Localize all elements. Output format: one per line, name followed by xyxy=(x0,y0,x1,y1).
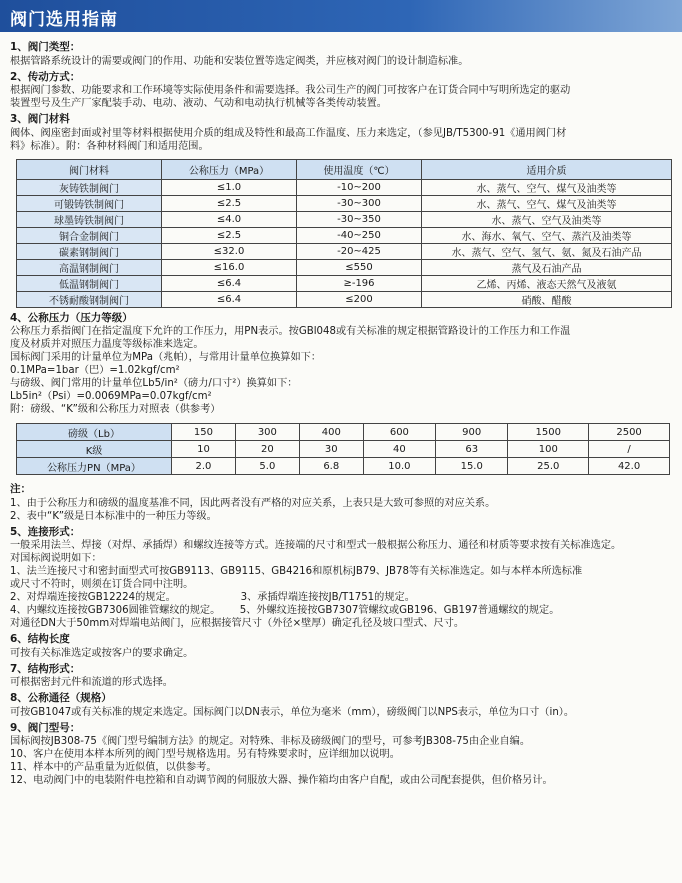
section-4-title: 4、公称压力（压力等级） xyxy=(10,311,133,324)
table-cell: 150 xyxy=(172,424,236,441)
header-cell: 使用温度（℃） xyxy=(297,159,422,179)
table-cell: -30~350 xyxy=(297,211,422,227)
section-3-title: 3、阀门材料 xyxy=(10,113,70,125)
table-cell: 15.0 xyxy=(436,458,508,475)
table-cell: 10 xyxy=(172,441,236,458)
table-cell: -40~250 xyxy=(297,227,422,243)
table-cell: / xyxy=(589,441,670,458)
table-cell: 高温钢制阀门 xyxy=(17,259,162,275)
section-9-line: 国标阀按JB308-75《阀门型号编制方法》的规定。对特殊、非标及磅级阀门的型号，可参考JB308-75由企业自编。 xyxy=(10,736,531,747)
table-row xyxy=(17,195,672,211)
table-cell: 碳素钢制阀门 xyxy=(17,243,162,259)
table-cell: 低温钢制阀门 xyxy=(17,275,162,291)
table-row xyxy=(17,291,672,307)
section-2-line: 装置型号及生产厂家配装手动、电动、液动、气动和电动执行机械等各类传动装置。 xyxy=(10,98,387,109)
section-9-line: 12、电动阀门中的电装附件电控箱和自动调节阀的伺服放大器、操作箱均由客户自配，或由公司配套提供，但价格另计。 xyxy=(10,775,553,786)
section-9-line: 10、客户在使用本样本所列的阀门型号规格选用。另有特殊要求时，应详细加以说明。 xyxy=(10,749,400,760)
table-row xyxy=(17,227,672,243)
table-cell: 水、蒸气、空气、煤气及油类等 xyxy=(422,195,672,211)
page-title: 阀门选用指南 xyxy=(10,10,118,30)
section-4-line: 0.1MPa=1bar（巴）=1.02kgf/cm² xyxy=(10,365,180,376)
section-9-line: 11、样本中的产品重量为近似值，以供参考。 xyxy=(10,762,217,773)
section-5-line: 1、法兰连接尺寸和密封面型式可按GB9113、GB9115、GB4216和原机标JB79、JB78等有关标准选定。如与本样本所选标准 xyxy=(10,566,583,577)
section-4-line: Lb5in²（Psi）=0.0069MPa=0.07kgf/cm² xyxy=(10,391,212,402)
section-8-text: 可按GB1047或有关标准的规定来选定。国标阀门以DN表示，单位为毫米（mm），磅级阀门以NPS表示，单位为口寸（in）。 xyxy=(10,706,575,718)
table-cell: 2500 xyxy=(589,424,670,441)
table-cell: 20 xyxy=(235,441,299,458)
section-7-title: 7、结构形式： xyxy=(10,662,81,675)
document-body xyxy=(10,38,674,787)
section-3-line: 料》标准）。附：各种材料阀门和适用范围。 xyxy=(10,140,209,152)
table-cell: 水、蒸气、空气、氢气、氨、氮及石油产品 xyxy=(422,243,672,259)
table-cell: 6.8 xyxy=(299,458,363,475)
table-cell: 硝酸、醋酸 xyxy=(422,291,672,307)
table-cell: 不锈耐酸钢制阀门 xyxy=(17,291,162,307)
section-6-text: 可按有关标准选定或按客户的要求确定。 xyxy=(10,647,194,659)
section-5-line: 2、对焊端连接按GB12224的规定。 3、承插焊端连接按JB/T1751的规定。 xyxy=(10,592,415,603)
table-cell: 300 xyxy=(235,424,299,441)
table-cell: 2.0 xyxy=(172,458,236,475)
section-5-line: 一般采用法兰、焊接（对焊、承插焊）和螺纹连接等方式。连接端的尺寸和型式一般根据公称压力、通径和材质等要求按有关标准选定。 xyxy=(10,540,622,551)
table-cell: ≤4.0 xyxy=(162,211,297,227)
section-1-title: 1、阀门类型： xyxy=(10,41,81,53)
section-4-line: 与磅级、阀门常用的计量单位Lb5/in²（磅力/口寸²）换算如下： xyxy=(10,378,298,389)
table-row xyxy=(17,243,672,259)
section-4-line: 附：磅级、“K”级和公称压力对照表（供参考） xyxy=(10,404,221,415)
section-4-line: 度及材质并对照压力温度等级标准来选定。 xyxy=(10,339,204,350)
section-5-line: 对国标阀说明如下： xyxy=(10,553,102,564)
table-cell: 蒸气及石油产品 xyxy=(422,259,672,275)
table-cell: -30~300 xyxy=(297,195,422,211)
table-cell: 63 xyxy=(436,441,508,458)
table-cell: 10.0 xyxy=(363,458,435,475)
table-cell: ≤2.5 xyxy=(162,195,297,211)
table-row xyxy=(17,441,670,458)
section-7-text: 可根据密封元件和流道的形式选择。 xyxy=(10,677,173,688)
table-row xyxy=(17,275,672,291)
table-cell: 水、海水、氧气、空气、蒸汽及油类等 xyxy=(422,227,672,243)
table-cell: 100 xyxy=(508,441,589,458)
table-cell: 40 xyxy=(363,441,435,458)
table-cell: ≤200 xyxy=(297,291,422,307)
section-5-line: 对通径DN大于50mm对焊端电站阀门，应根据接管尺寸（外径×壁厚）确定孔径及坡口型式、尺寸。 xyxy=(10,618,465,629)
section-2-title: 2、传动方式： xyxy=(10,70,81,83)
table-cell: 铜合金制阀门 xyxy=(17,227,162,243)
section-4-line: 公称压力系指阀门在指定温度下允许的工作压力，用PN表示。按GBl048或有关标准的规定根据管路设计的工作压力和工作温 xyxy=(10,326,571,337)
table-row xyxy=(17,179,672,195)
section-8-title: 8、公称通径（规格） xyxy=(10,692,112,704)
table-cell: ≤6.4 xyxy=(162,291,297,307)
table-cell: ≤2.5 xyxy=(162,227,297,243)
table-cell: 900 xyxy=(436,424,508,441)
table-cell: ≤6.4 xyxy=(162,275,297,291)
notes-line: 2、表中“K”级是日本标准中的一种压力等级。 xyxy=(10,510,217,522)
table-cell: 400 xyxy=(299,424,363,441)
table-cell: 30 xyxy=(299,441,363,458)
section-2-line: 根据阀门参数、功能要求和工作环境等实际使用条件和需要选择。我公司生产的阀门可按客户在订货合同中写明所选定的驱动 xyxy=(10,85,571,96)
table-cell: 乙烯、丙烯、液态天然气及液氨 xyxy=(422,275,672,291)
table-cell: ≤1.0 xyxy=(162,179,297,195)
section-9-title: 9、阀门型号： xyxy=(10,721,81,734)
table-cell: -20~425 xyxy=(297,243,422,259)
page-header xyxy=(0,0,682,32)
table-cell: 公称压力PN（MPa） xyxy=(17,458,172,475)
table-cell: -10~200 xyxy=(297,179,422,195)
table-cell: ≤550 xyxy=(297,259,422,275)
table-cell: 25.0 xyxy=(508,458,589,475)
section-5-title: 5、连接形式： xyxy=(10,525,81,538)
notes-line: 1、由于公称压力和磅级的温度基准不同，因此两者没有严格的对应关系，上表只是大致可参照的对应关系。 xyxy=(10,497,496,509)
section-4-line: 国标阀门采用的计量单位为MPa（兆帕），与常用计量单位换算如下： xyxy=(10,352,322,363)
section-1-text: 根据管路系统设计的需要或阀门的作用、功能和安装位置等选定阀类，并应核对阀门的设计制造标准。 xyxy=(10,55,469,67)
notes-title: 注： xyxy=(10,483,31,495)
table-cell: 磅级（Lb） xyxy=(17,424,172,441)
section-5-line: 或尺寸不符时，则须在订货合同中注明。 xyxy=(10,579,194,590)
table-cell: ≤32.0 xyxy=(162,243,297,259)
header-cell: 阀门材料 xyxy=(17,159,162,179)
section-3-line: 阀体、阀座密封面或衬里等材料根据使用介质的组成及特性和最高工作温度、压力来选定，（参见JB/T5300-91《通用阀门材 xyxy=(10,127,567,139)
table-cell: 水、蒸气、空气及油类等 xyxy=(422,211,672,227)
table-cell: ≥-196 xyxy=(297,275,422,291)
table-cell: 600 xyxy=(363,424,435,441)
table-cell: K级 xyxy=(17,441,172,458)
table-cell: 1500 xyxy=(508,424,589,441)
table-row xyxy=(17,211,672,227)
header-cell: 公称压力（MPa） xyxy=(162,159,297,179)
header-cell: 适用介质 xyxy=(422,159,672,179)
pressure-table xyxy=(16,423,670,475)
table-cell: 球墨铸铁制阀门 xyxy=(17,211,162,227)
table-cell: 水、蒸气、空气、煤气及油类等 xyxy=(422,179,672,195)
table-cell: 灰铸铁制阀门 xyxy=(17,179,162,195)
material-table-header xyxy=(17,159,672,179)
section-6-title: 6、结构长度 xyxy=(10,633,70,645)
table-row xyxy=(17,259,672,275)
table-row xyxy=(17,458,670,475)
table-cell: 可锻铸铁制阀门 xyxy=(17,195,162,211)
section-5-line: 4、内螺纹连接按GB7306圆锥管螺纹的规定。 5、外螺纹连接按GB7307管螺纹或GB196、GB197普通螺纹的规定。 xyxy=(10,605,560,616)
material-table xyxy=(16,159,672,308)
table-cell: 42.0 xyxy=(589,458,670,475)
table-cell: ≤16.0 xyxy=(162,259,297,275)
table-row xyxy=(17,424,670,441)
table-cell: 5.0 xyxy=(235,458,299,475)
